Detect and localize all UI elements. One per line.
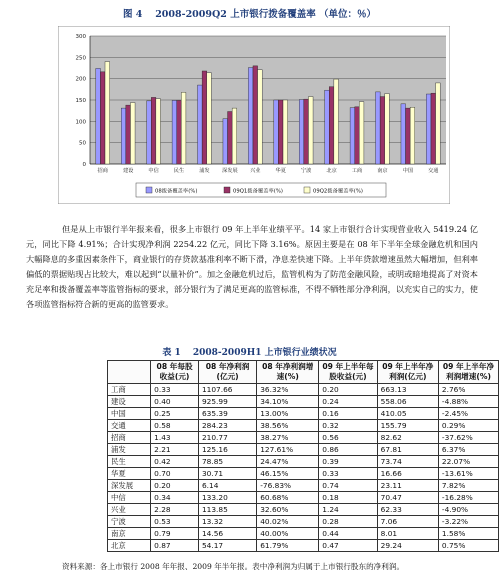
table-row [108,528,499,540]
legend-label: 09Q1拨备覆盖率(%) [233,188,283,195]
bar-3-浦发 [207,73,212,164]
bar-1-南京 [376,92,381,164]
value-cell: 0.18 [319,492,377,504]
x-tick-label: 南京 [377,168,388,174]
value-cell: 635.39 [198,408,256,420]
value-cell: 155.79 [377,420,438,432]
value-cell: 36.32% [257,384,319,396]
bank-name-cell: 中信 [108,492,151,504]
value-cell: 23.11 [377,480,438,492]
value-cell: 0.70 [151,468,199,480]
value-cell: -13.61% [438,468,498,480]
bar-3-建设 [130,103,135,164]
header-profit-09: 09 年上半年净利润(亿元) [377,361,438,384]
value-cell: 0.75% [438,540,498,552]
bar-3-深发展 [232,108,237,164]
value-cell: 133.20 [198,492,256,504]
value-cell: 82.62 [377,432,438,444]
value-cell: 1.24 [319,504,377,516]
value-cell: 0.79 [151,528,199,540]
table-row [108,456,499,468]
value-cell: 61.79% [257,540,319,552]
value-cell: 0.53 [151,516,199,528]
header-growth-08: 08 年净利润增速(%) [257,361,319,384]
x-tick-label: 兴业 [250,168,261,174]
bar-3-中国 [410,107,415,164]
y-tick-label: 100 [75,119,86,126]
value-cell: 1107.66 [198,384,256,396]
bar-1-中国 [401,104,406,164]
value-cell: 73.74 [377,456,438,468]
legend-label: 09Q2拨备覆盖率(%) [313,188,363,195]
value-cell: 70.47 [377,492,438,504]
bar-1-北京 [325,90,330,164]
header-profit-08: 08 年净利润(亿元) [198,361,256,384]
value-cell: 0.40 [151,396,199,408]
value-cell: 46.15% [257,468,319,480]
value-cell: 1.43 [151,432,199,444]
value-cell: 0.16 [319,408,377,420]
x-tick-label: 工商 [351,168,363,174]
bar-2-兴业 [253,66,258,164]
value-cell: 1.58% [438,528,498,540]
value-cell: 925.99 [198,396,256,408]
x-tick-label: 招商 [97,168,108,174]
value-cell: 40.00% [257,528,319,540]
table-header-row [108,361,499,384]
bank-name-cell: 招商 [108,432,151,444]
bank-name-cell: 华夏 [108,468,151,480]
x-tick-label: 交通 [428,168,439,174]
bank-name-cell: 兴业 [108,504,151,516]
value-cell: 22.07% [438,456,498,468]
legend-swatch [304,187,310,193]
bar-2-中信 [151,97,156,164]
x-tick-label: 中信 [148,168,159,174]
table-row [108,432,499,444]
value-cell: -4.88% [438,396,498,408]
y-tick-label: 50 [79,140,86,147]
value-cell: 13.00% [257,408,319,420]
value-cell: 13.32 [198,516,256,528]
bank-name-cell: 南京 [108,528,151,540]
value-cell: 113.85 [198,504,256,516]
bar-1-浦发 [198,85,203,164]
value-cell: 0.34 [151,492,199,504]
bar-1-华夏 [274,100,279,164]
bar-1-交通 [426,94,431,164]
value-cell: 0.29% [438,420,498,432]
bank-name-cell: 宁波 [108,516,151,528]
value-cell: 0.47 [319,540,377,552]
value-cell: 14.56 [198,528,256,540]
chart-legend [136,183,386,197]
value-cell: 0.58 [151,420,199,432]
value-cell: 410.05 [377,408,438,420]
bar-3-华夏 [283,100,288,164]
value-cell: 0.87 [151,540,199,552]
value-cell: 0.33 [319,468,377,480]
table-row [108,504,499,516]
value-cell: 40.02% [257,516,319,528]
table-row [108,480,499,492]
value-cell: 0.20 [151,480,199,492]
value-cell: 2.28 [151,504,199,516]
bar-3-交通 [436,83,441,164]
value-cell: 127.61% [257,444,319,456]
x-tick-label: 建设 [122,168,134,174]
value-cell: 24.47% [257,456,319,468]
value-cell: 60.68% [257,492,319,504]
value-cell: 7.82% [438,480,498,492]
bar-3-工商 [359,102,364,164]
bar-2-招商 [100,72,105,164]
bar-2-民生 [177,100,182,164]
y-tick-label: 0 [82,162,86,168]
value-cell: 0.44 [319,528,377,540]
bar-2-深发展 [228,112,233,164]
bar-1-中信 [147,101,152,164]
value-cell: 0.33 [151,384,199,396]
table-row [108,492,499,504]
bank-performance-table [107,360,499,552]
value-cell: 2.21 [151,444,199,456]
y-tick-label: 150 [75,98,86,104]
value-cell: 0.74 [319,480,377,492]
table-title: 表 1 2008-2009H1 上市银行业绩状况 [162,348,337,358]
bank-name-cell: 浦发 [108,444,151,456]
value-cell: 32.60% [257,504,319,516]
bar-2-浦发 [202,71,207,164]
table-row [108,408,499,420]
value-cell: 6.14 [198,480,256,492]
bar-3-宁波 [308,97,313,164]
source-note: 资料来源：各上市银行 2008 年年报、2009 年半年报。表中净利润为归属于上市银行股东的净利润。 [62,562,405,571]
value-cell: 125.16 [198,444,256,456]
bar-2-宁波 [304,99,309,164]
value-cell: 0.28 [319,516,377,528]
value-cell: 38.56% [257,420,319,432]
bar-2-中国 [406,108,411,164]
y-tick-label: 300 [75,34,86,40]
value-cell: 7.06 [377,516,438,528]
bar-3-中信 [156,99,161,164]
value-cell: -76.83% [257,480,319,492]
x-tick-label: 浦发 [199,168,210,174]
value-cell: 78.85 [198,456,256,468]
bar-1-建设 [121,108,126,164]
x-tick-label: 民生 [173,168,185,174]
bar-3-招商 [105,62,110,164]
x-tick-label: 华夏 [275,168,286,174]
bank-name-cell: 深发展 [108,480,151,492]
y-tick-label: 250 [75,55,86,62]
bar-1-兴业 [248,68,253,164]
bar-3-民生 [181,92,186,164]
bar-3-北京 [334,79,339,164]
bank-name-cell: 交通 [108,420,151,432]
value-cell: 16.66 [377,468,438,480]
bar-2-建设 [126,105,131,164]
value-cell: -4.90% [438,504,498,516]
value-cell: 0.39 [319,456,377,468]
table-row [108,516,499,528]
bar-2-南京 [380,97,385,164]
table-row [108,444,499,456]
value-cell: 8.01 [377,528,438,540]
header-bank [108,361,151,384]
x-tick-label: 北京 [326,168,337,174]
value-cell: 0.56 [319,432,377,444]
table-row [108,384,499,396]
bar-2-交通 [431,93,436,164]
x-tick-label: 宁波 [300,168,312,174]
value-cell: 663.13 [377,384,438,396]
bank-name-cell: 民生 [108,456,151,468]
value-cell: 0.20 [319,384,377,396]
table-row [108,420,499,432]
value-cell: -3.22% [438,516,498,528]
legend-swatch [224,187,230,193]
table-row [108,540,499,552]
bank-name-cell: 中国 [108,408,151,420]
table-row [108,468,499,480]
value-cell: -2.45% [438,408,498,420]
legend-swatch [146,187,152,193]
value-cell: 558.06 [377,396,438,408]
figure-title: 图 4 2008-2009Q2 上市银行拨备覆盖率 （单位：％） [122,9,377,20]
value-cell: -37.62% [438,432,498,444]
bar-3-南京 [385,94,390,164]
x-tick-label: 深发展 [222,168,238,174]
value-cell: 0.25 [151,408,199,420]
bar-1-工商 [350,108,355,164]
value-cell: 62.33 [377,504,438,516]
value-cell: 0.24 [319,396,377,408]
value-cell: 30.71 [198,468,256,480]
value-cell: 2.76% [438,384,498,396]
value-cell: 6.37% [438,444,498,456]
bar-1-深发展 [223,119,228,164]
bank-name-cell: 建设 [108,396,151,408]
y-tick-label: 200 [75,76,86,83]
value-cell: 0.86 [319,444,377,456]
bar-1-宁波 [299,100,304,164]
provision-coverage-bar-chart [58,26,450,204]
bar-2-北京 [329,87,334,164]
value-cell: 29.24 [377,540,438,552]
value-cell: 38.27% [257,432,319,444]
value-cell: 67.81 [377,444,438,456]
header-growth-09: 09 年上半年净利润增速(%) [438,361,498,384]
value-cell: 284.23 [198,420,256,432]
bar-1-民生 [172,100,177,164]
value-cell: -16.28% [438,492,498,504]
value-cell: 54.17 [198,540,256,552]
bank-name-cell: 工商 [108,384,151,396]
body-paragraph: 但是从上市银行半年报来看，很多上市银行 09 年上半年业绩平平。14 家上市银行合计实现营业收入 5419.24 亿元，同比下降 4.91%；合计实现净利润 2254.22 亿元，同比下降 3.16%。原因主要是在 08 年下半年全球金融危机和国内大幅降息的多重因素条件下，商业银行的存贷款基准利率不断下滑，净息差快速下降。上半年贷款增速虽然大幅增加，但利率偏低的票据贴现占比较大，难以起到“以量补价”。加之金融危机过后，监管机构为了防范金融风险，或明或暗地提高了对资本充足率和拨备覆盖率等监管指标的要求，部分银行为了满足更高的监管标准，不得不牺牲部分净利润，以充实自己的实力，使各项监管指标符合新的更高的监管要求。 [26,224,478,310]
bar-2-华夏 [278,100,283,164]
value-cell: 34.10% [257,396,319,408]
x-tick-label: 中国 [402,168,414,174]
header-eps-08: 08 年每股收益(元) [151,361,199,384]
bar-2-工商 [355,107,360,164]
bar-3-兴业 [258,70,263,164]
value-cell: 0.32 [319,420,377,432]
value-cell: 0.42 [151,456,199,468]
bar-1-招商 [96,68,101,164]
table-row [108,396,499,408]
value-cell: 210.77 [198,432,256,444]
header-eps-09: 09 年上半年每股收益(元) [319,361,377,384]
bank-name-cell: 北京 [108,540,151,552]
legend-label: 08拨备覆盖率(%) [155,188,198,195]
